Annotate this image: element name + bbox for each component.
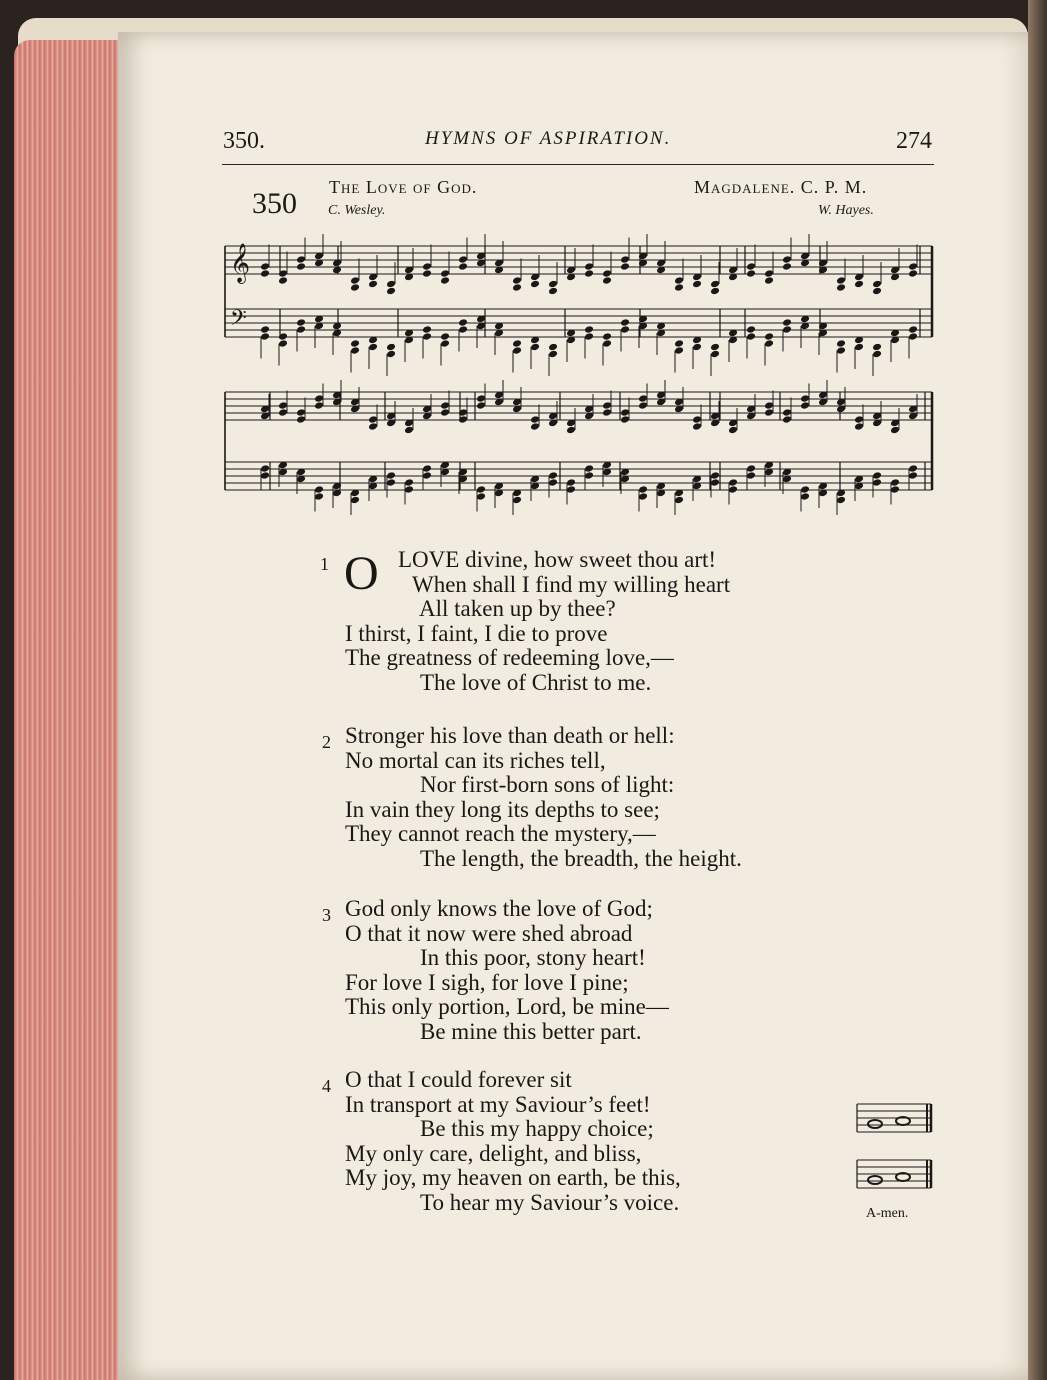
amen-bass-staff: [857, 1160, 931, 1188]
hymn-composer: W. Hayes.: [818, 203, 874, 218]
verse-line: I thirst, I faint, I die to prove: [345, 620, 608, 646]
stanza: [320, 1068, 840, 1228]
amen-label: A-men.: [866, 1206, 909, 1221]
music-score: [220, 225, 935, 515]
verse-line: For love I sigh, for love I pine;: [345, 969, 629, 995]
verse-line: My joy, my heaven on earth, be this,: [345, 1165, 681, 1190]
verse-line: Stronger his love than death or hell:: [345, 723, 675, 748]
verse-line: All taken up by thee?: [419, 596, 616, 621]
verse-line: In vain they long its depths to see;: [345, 796, 660, 822]
stanza-number: 1: [320, 554, 329, 574]
running-head-left: 350.: [223, 128, 265, 154]
hymn-title: The Love of God.: [329, 177, 478, 197]
verse-line: O that it now were shed abroad: [345, 920, 633, 946]
treble-staff: [225, 380, 932, 490]
verse-line: The love of Christ to me.: [420, 669, 652, 695]
running-head: [220, 124, 932, 158]
verse-line: When shall I find my willing heart: [412, 571, 731, 597]
stanza-number: 4: [322, 1076, 331, 1096]
verse-line: My only care, delight, and bliss,: [345, 1140, 642, 1166]
running-head-section: HYMNS OF ASPIRATION.: [425, 128, 672, 149]
amen-treble-staff: [857, 1104, 931, 1132]
verse-line: Be this my happy choice;: [420, 1116, 654, 1141]
verse-line: No mortal can its riches tell,: [345, 747, 606, 773]
verse-line: To hear my Saviour’s voice.: [420, 1189, 680, 1215]
stanza-number: 3: [322, 905, 331, 925]
hymn-author: C. Wesley.: [328, 203, 386, 218]
svg-text:𝄢: 𝄢: [230, 306, 247, 336]
hymn-number: 350: [252, 187, 297, 220]
page-number: 274: [896, 128, 932, 154]
verse-line: They cannot reach the mystery,—: [345, 821, 656, 846]
verse-line: The length, the breadth, the height.: [420, 845, 742, 871]
page-edges: [14, 40, 126, 1380]
verse-line: In transport at my Saviour’s feet!: [345, 1091, 651, 1117]
stanza: [320, 897, 840, 1057]
verse-line: Be mine this better part.: [420, 1018, 642, 1044]
bass-staff: [225, 306, 932, 376]
book-spine: [1028, 0, 1047, 1380]
treble-staff: [225, 234, 932, 337]
verse-line: This only portion, Lord, be mine—: [345, 994, 669, 1019]
svg-text:𝄞: 𝄞: [230, 243, 251, 283]
verse-line: O that I could forever sit: [345, 1067, 572, 1092]
stanza: [320, 724, 840, 884]
hymn-tune: Magdalene. C. P. M.: [694, 177, 868, 197]
verse-line: In this poor, stony heart!: [420, 945, 646, 970]
head-rule: [222, 164, 934, 165]
drop-cap: O: [344, 547, 379, 600]
verse-line: Nor first-born sons of light:: [420, 772, 675, 797]
verse-line: LOVE divine, how sweet thou art!: [398, 547, 717, 572]
stanza: [320, 548, 840, 708]
stanza-number: 2: [322, 732, 331, 752]
verse-line: The greatness of redeeming love,—: [345, 645, 674, 670]
bass-staff: [225, 461, 932, 515]
verse-line: God only knows the love of God;: [345, 896, 653, 921]
